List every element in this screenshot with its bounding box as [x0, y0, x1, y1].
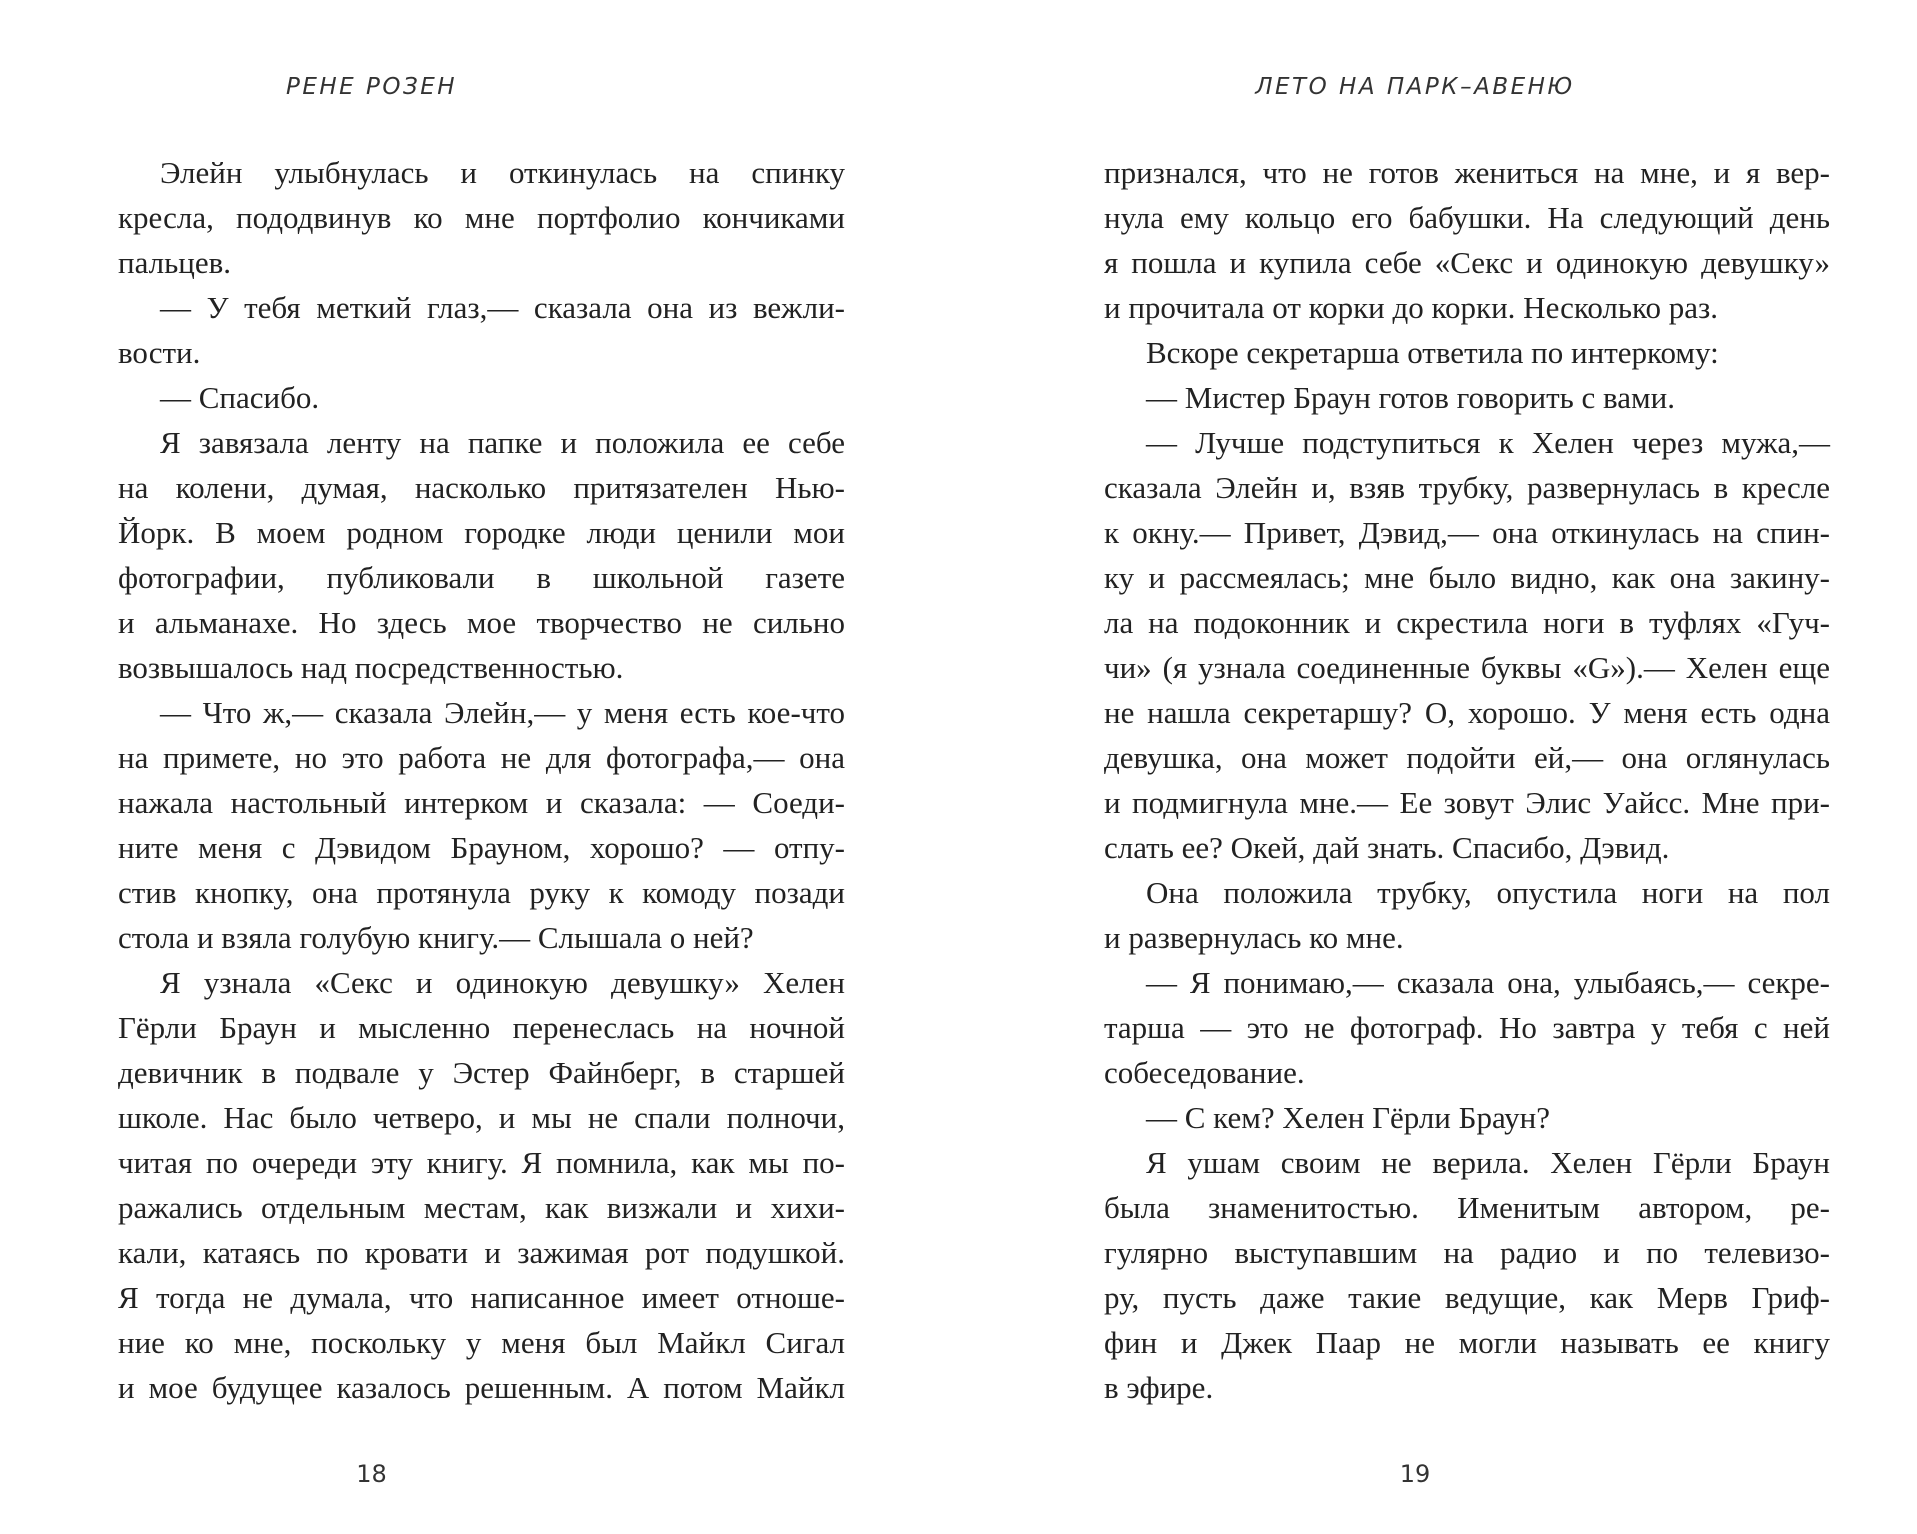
left-page-body: [118, 150, 845, 1410]
text-line: — Мистер Браун готов говорить с вами.: [1146, 380, 1675, 415]
text-line: читая по очереди эту книгу. Я помнила, как мы по-: [118, 1145, 845, 1180]
text-line: ру, пусть даже такие ведущие, как Мерв Гриф-: [1104, 1280, 1830, 1315]
text-line: девичник в подвале у Эстер Файнберг, в старшей: [118, 1055, 845, 1090]
text-line: — С кем? Хелен Гёрли Браун?: [1146, 1100, 1550, 1135]
text-line: тарша — это не фотограф. Но завтра у тебя с ней: [1104, 1010, 1830, 1045]
text-line: Я узнала «Секс и одинокую девушку» Хелен: [160, 965, 845, 1000]
text-line: стив кнопку, она протянула руку к комоду позади: [118, 875, 845, 910]
running-head-author: РЕНЕ РОЗЕН: [285, 74, 458, 100]
text-line: — Спасибо.: [160, 380, 320, 415]
text-line: к окну.— Привет, Дэвид,— она откинулась на спин-: [1104, 515, 1830, 550]
text-line: Гёрли Браун и мысленно перенеслась на ночной: [118, 1010, 845, 1045]
text-line: — Что ж,— сказала Элейн,— у меня есть кое-что: [160, 695, 845, 730]
text-line: кресла, пододвинув ко мне портфолио кончиками: [118, 200, 845, 235]
text-line: и мое будущее казалось решенным. А потом Майкл: [118, 1370, 845, 1405]
text-line: нажала настольный интерком и сказала: — Соеди-: [118, 785, 845, 820]
text-line: Элейн улыбнулась и откинулась на спинку: [160, 155, 845, 190]
text-line: пальцев.: [118, 245, 231, 280]
text-line: ние ко мне, поскольку у меня был Майкл Сигал: [118, 1325, 845, 1360]
text-line: девушка, она может подойти ей,— она оглянулась: [1104, 740, 1830, 775]
text-line: признался, что не готов жениться на мне, и я вер-: [1104, 155, 1830, 190]
text-line: ку и рассмеялась; мне было видно, как она закину-: [1104, 560, 1830, 595]
text-line: фотографии, публиковали в школьной газете: [118, 560, 845, 595]
text-line: слать ее? Окей, дай знать. Спасибо, Дэвид.: [1104, 830, 1670, 865]
page-number-left: 18: [356, 1460, 387, 1488]
text-line: вости.: [118, 335, 201, 370]
text-line: Я ушам своим не верила. Хелен Гёрли Браун: [1146, 1145, 1830, 1180]
text-line: чи» (я узнала соединенные буквы «G»).— Хелен еще: [1104, 650, 1830, 685]
running-head-title: ЛЕТО НА ПАРК–АВЕНЮ: [1255, 74, 1575, 100]
page-number-right: 19: [1399, 1460, 1431, 1488]
text-line: гулярно выступавшим на радио и по телевизо-: [1104, 1235, 1830, 1270]
text-line: Я тогда не думала, что написанное имеет отноше-: [118, 1280, 845, 1315]
text-line: и подмигнула мне.— Ее зовут Элис Уайсс. Мне при-: [1104, 785, 1830, 820]
text-line: стола и взяла голубую книгу.— Слышала о ней?: [118, 920, 754, 955]
text-line: и альманахе. Но здесь мое творчество не сильно: [118, 605, 845, 640]
text-line: возвышалось над посредственностью.: [118, 650, 624, 685]
text-line: и развернулась ко мне.: [1104, 920, 1404, 955]
text-line: кали, катаясь по кровати и зажимая рот подушкой.: [118, 1235, 845, 1270]
text-line: Йорк. В моем родном городке люди ценили мои: [118, 515, 845, 550]
text-line: сказала Элейн и, взяв трубку, развернулась в кресле: [1104, 470, 1830, 505]
text-line: — У тебя меткий глаз,— сказала она из вежли-: [160, 290, 845, 325]
text-line: нула ему кольцо его бабушки. На следующий день: [1104, 200, 1830, 235]
text-line: — Я понимаю,— сказала она, улыбаясь,— секре-: [1146, 965, 1830, 1000]
text-line: не нашла секретаршу? О, хорошо. У меня есть одна: [1104, 695, 1830, 730]
text-line: и прочитала от корки до корки. Несколько раз.: [1104, 290, 1719, 325]
text-line: Я завязала ленту на папке и положила ее себе: [160, 425, 845, 460]
text-line: я пошла и купила себе «Секс и одинокую девушку»: [1104, 245, 1830, 280]
text-line: в эфире.: [1104, 1370, 1214, 1405]
right-page: [1104, 0, 1830, 1534]
text-line: на примете, но это работа не для фотографа,— она: [118, 740, 845, 775]
text-line: ла на подоконник и скрестила ноги в туфлях «Гуч-: [1104, 605, 1830, 640]
text-line: Она положила трубку, опустила ноги на пол: [1146, 875, 1830, 910]
right-page-body: [1104, 150, 1830, 1410]
text-line: собеседование.: [1104, 1055, 1305, 1090]
text-line: на колени, думая, насколько притязателен Нью-: [118, 470, 845, 505]
text-line: школе. Нас было четверо, и мы не спали полночи,: [118, 1100, 845, 1135]
text-line: Вскоре секретарша ответила по интеркому:: [1146, 335, 1719, 370]
text-line: была знаменитостью. Именитым автором, ре-: [1104, 1190, 1830, 1225]
text-line: ните меня с Дэвидом Брауном, хорошо? — отпу-: [118, 830, 845, 865]
left-page: [118, 0, 845, 1534]
text-line: — Лучше подступиться к Хелен через мужа,—: [1146, 425, 1830, 460]
text-line: фин и Джек Паар не могли называть ее книгу: [1104, 1325, 1830, 1360]
text-line: ражались отдельным местам, как визжали и хихи-: [118, 1190, 845, 1225]
